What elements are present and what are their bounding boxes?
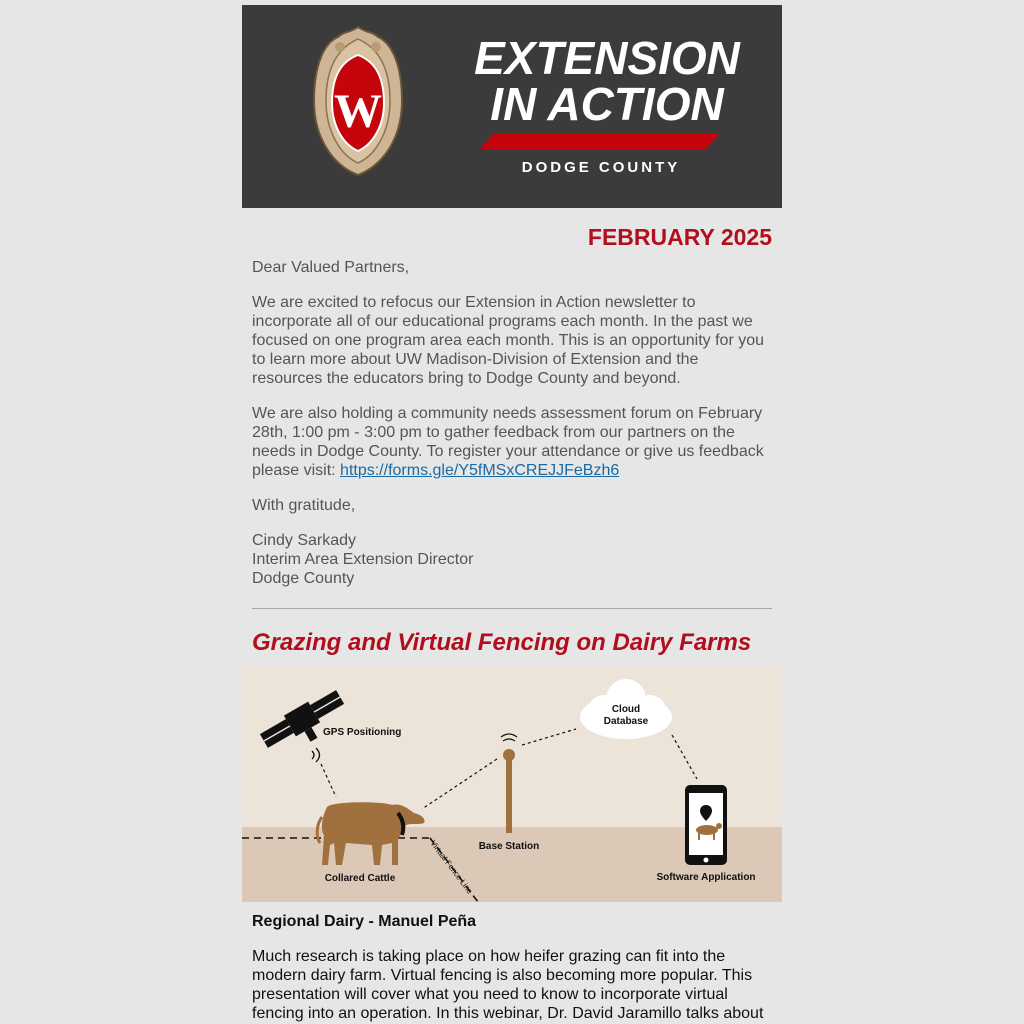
- cloud-label-line2: Database: [603, 716, 649, 727]
- issue-month: FEBRUARY 2025: [587, 224, 772, 250]
- signature-area: Dodge County: [252, 570, 355, 587]
- virtual-fencing-diagram: [242, 667, 782, 902]
- banner-county: DODGE COUNTY: [521, 159, 681, 176]
- crest-letter: W: [334, 85, 382, 138]
- presenter-heading: Regional Dairy - Manuel Peña: [252, 913, 477, 930]
- closing: With gratitude,: [252, 497, 356, 514]
- letter-paragraph-1: We are excited to refocus our Extension in Action newsletter to incorporate all of our educational programs each month. In the past we focused on one program area each month. This is an opportunity for you to learn more about UW Madison-Division of Extension and the resources the educators bring to Dodge County and beyond.: [252, 294, 765, 387]
- banner-title-line1: EXTENSION: [474, 32, 740, 84]
- newsletter: [242, 5, 782, 1023]
- banner-red-stripe: [480, 133, 720, 149]
- smartphone-icon: [685, 785, 727, 865]
- signature-name: Cindy Sarkady: [252, 532, 357, 549]
- header-banner: [242, 5, 782, 208]
- letter-paragraph-2-text: We are also holding a community needs assessment forum on February 28th, 1:00 pm - 3:00 pm to gather feedback from our partners on the needs in Dodge County. To register your attendance or give us feedback please visit:: [252, 405, 764, 479]
- section-divider: [252, 608, 772, 609]
- banner-title-line2: IN ACTION: [490, 78, 724, 130]
- registration-link[interactable]: https://forms.gle/Y5fMSxCREJJFeBzh6: [340, 462, 620, 479]
- letter-section: [242, 224, 782, 1023]
- letter-paragraph-2: [252, 404, 772, 480]
- signature-block: [252, 531, 772, 588]
- greeting: Dear Valued Partners,: [252, 259, 410, 276]
- base-station-label: Base Station: [478, 841, 540, 852]
- collared-cattle-label: Collared Cattle: [324, 873, 396, 884]
- signature-role: Interim Area Extension Director: [252, 551, 474, 568]
- virtual-fence-label: Virtual Fence Line: [428, 838, 475, 896]
- software-app-label: Software Application: [656, 872, 756, 883]
- uw-crest-logo: [310, 25, 406, 177]
- article-title: Grazing and Virtual Fencing on Dairy Farms: [252, 629, 752, 656]
- gps-label: GPS Positioning: [323, 727, 402, 738]
- article-description: Much research is taking place on how heifer grazing can fit into the modern dairy farm. Virtual fencing is also becoming more popular. This presentation will cover what you need to know to incorporate virtual fencing into an operation. In this webinar, Dr. David Jaramillo talks about: [252, 948, 764, 1022]
- cloud-label-line1: Cloud: [611, 704, 641, 715]
